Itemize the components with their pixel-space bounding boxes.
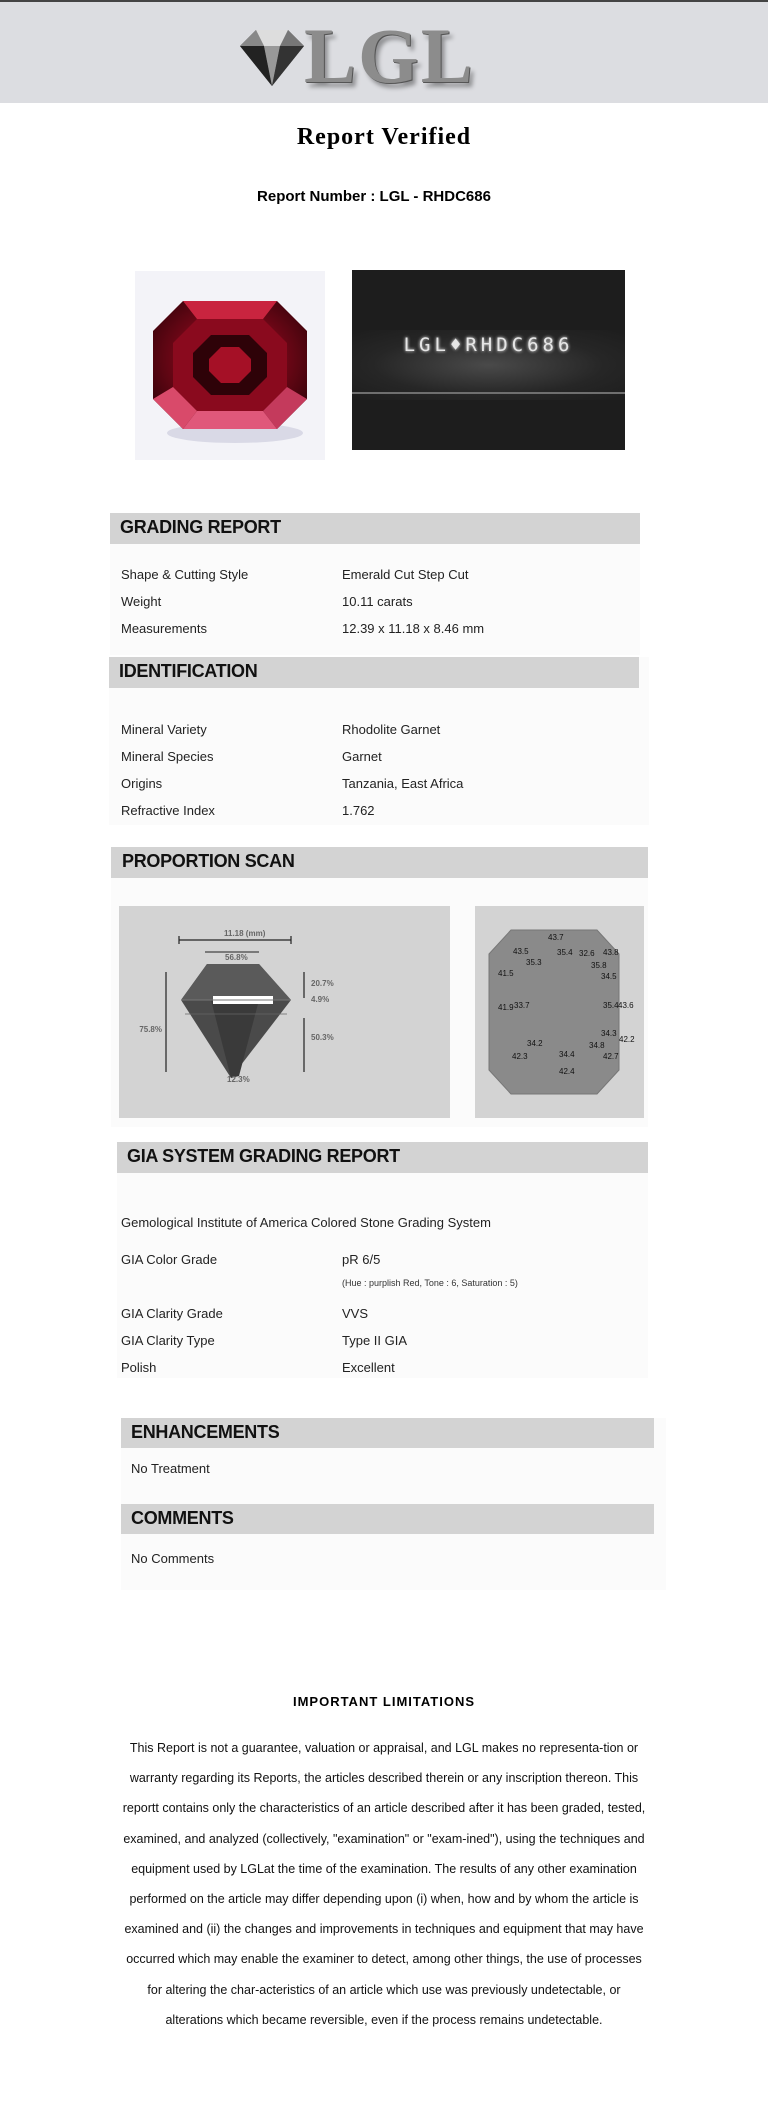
map-value: 42.3 — [512, 1052, 528, 1061]
page-title: Report Verified — [296, 124, 472, 150]
map-value: 43.5 — [513, 947, 529, 956]
map-value: 35.4 — [603, 1001, 619, 1010]
map-value: 42.4 — [559, 1067, 575, 1076]
map-value: 34.3 — [601, 1029, 617, 1038]
report-number: Report Number : LGL - RHDC686 — [257, 188, 491, 205]
grading-label-measurements: Measurements — [121, 621, 207, 636]
identification-heading: IDENTIFICATION — [109, 657, 639, 688]
grading-value-measurements: 12.39 x 11.18 x 8.46 mm — [342, 621, 485, 636]
inscription-text: LGL♦RHDC686 — [403, 334, 574, 356]
map-value: 34.2 — [527, 1039, 543, 1048]
limitations-text: This Report is not a guarantee, valuation or appraisal, and LGL makes no representa-tion or warranty regarding its Reports, the articles described therein or any inscription thereon. This reportt contains only the characteristics of an article described after it has been graded, tested, examined, and analyzed (collectively, "examination" or "exam-ined"), using the techniques and equipment used by LGLat the time of the examination. The results of any other examination performed on the article may differ depending upon (i) when, how and by whom the article is examined and (ii) the changes and improvements in techniques and equipment that may have occurred which may enable the examiner to detect, among other things, the use of processes for altering the char-acteristics of an article which use was previously undetectable, or alterations which became reversible, even if the process remains undetectable. — [122, 1741, 646, 2027]
map-value: 43.8 — [603, 948, 619, 957]
laser-inscription-photo — [352, 270, 625, 450]
map-value: 41.9 — [498, 1003, 514, 1012]
header-banner — [0, 2, 768, 103]
identification-label-variety: Mineral Variety — [121, 722, 207, 737]
gia-clarity-type-label: GIA Clarity Type — [121, 1333, 215, 1348]
map-value: 35.4 — [557, 948, 573, 957]
proportion-map — [475, 906, 644, 1118]
gia-polish-label: Polish — [121, 1360, 157, 1375]
proportion-scan-heading: PROPORTION SCAN — [111, 847, 648, 878]
diamond-icon — [232, 24, 312, 94]
gia-clarity-grade-value: VVS — [342, 1306, 369, 1321]
depth-pct: 75.8% — [139, 1025, 162, 1034]
gia-color-note: (Hue : purplish Red, Tone : 6, Saturation : 5) — [342, 1278, 518, 1288]
map-value: 43.7 — [548, 933, 564, 942]
identification-value-variety: Rhodolite Garnet — [342, 722, 441, 737]
gem-photo — [135, 271, 325, 460]
gia-color-label: GIA Color Grade — [121, 1252, 218, 1267]
identification-value-origins: Tanzania, East Africa — [342, 776, 464, 791]
grading-label-shape: Shape & Cutting Style — [121, 567, 249, 582]
pavilion-pct: 50.3% — [311, 1033, 334, 1042]
map-value: 34.5 — [601, 972, 617, 981]
identification-label-origins: Origins — [121, 776, 163, 791]
map-value: 33.7 — [514, 1001, 530, 1010]
gia-color-value: pR 6/5 — [342, 1252, 381, 1267]
identification-value-species: Garnet — [342, 749, 382, 764]
grading-value-shape: Emerald Cut Step Cut — [342, 567, 469, 582]
lgl-logo — [232, 12, 492, 99]
identification-label-ri: Refractive Index — [121, 803, 215, 818]
logo-text: LGL — [304, 12, 475, 99]
gia-clarity-grade-label: GIA Clarity Grade — [121, 1306, 223, 1321]
comments-heading: COMMENTS — [121, 1504, 654, 1534]
map-value: 42.7 — [603, 1052, 619, 1061]
proportion-diagram — [119, 906, 450, 1118]
crown-pct: 20.7% — [311, 979, 334, 988]
gia-heading: GIA SYSTEM GRADING REPORT — [117, 1142, 648, 1173]
grading-value-weight: 10.11 carats — [342, 594, 413, 609]
culet-pct: 12.3% — [227, 1075, 250, 1084]
identification-value-ri: 1.762 — [342, 803, 375, 818]
map-value: 34.8 — [589, 1041, 605, 1050]
enhancements-heading: ENHANCEMENTS — [121, 1418, 654, 1448]
map-value: 34.4 — [559, 1050, 575, 1059]
grading-report-heading: GRADING REPORT — [110, 513, 640, 544]
map-value: 42.2 — [619, 1035, 635, 1044]
table-pct: 56.8% — [225, 953, 248, 962]
grading-label-weight: Weight — [121, 594, 162, 609]
map-value: 43.6 — [618, 1001, 634, 1010]
gia-clarity-type-value: Type II GIA — [342, 1333, 408, 1348]
map-value: 41.5 — [498, 969, 514, 978]
map-value: 35.8 — [591, 961, 607, 970]
map-value: 32.6 — [579, 949, 595, 958]
map-value: 35.3 — [526, 958, 542, 967]
gia-system-text: Gemological Institute of America Colored Stone Grading System — [121, 1215, 491, 1230]
comments-value: No Comments — [131, 1551, 215, 1566]
limitations-heading: IMPORTANT LIMITATIONS — [292, 1694, 476, 1709]
identification-label-species: Mineral Species — [121, 749, 214, 764]
width-label: 11.18 (mm) — [224, 929, 266, 938]
girdle-pct: 4.9% — [311, 995, 330, 1004]
gia-polish-value: Excellent — [342, 1360, 395, 1375]
enhancements-value: No Treatment — [131, 1461, 210, 1476]
